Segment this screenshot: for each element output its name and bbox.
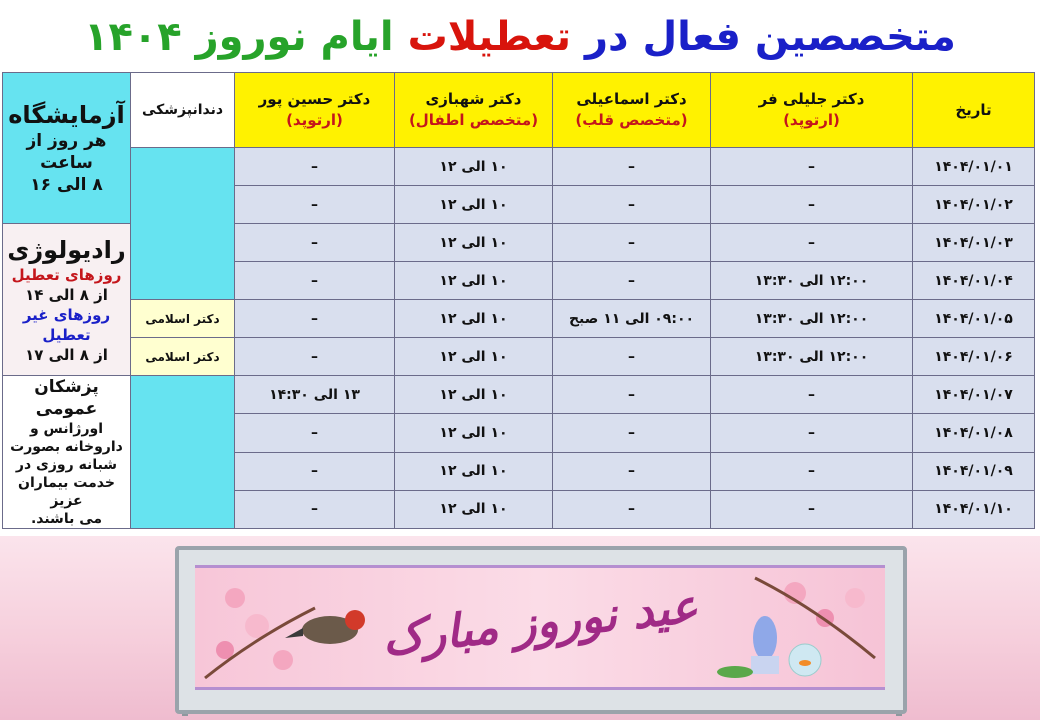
- table-row: [3, 300, 1035, 338]
- schedule-cell: ۰۹:۰۰ الی ۱۱ صبح: [553, 300, 711, 338]
- date-cell: ۱۴۰۴/۰۱/۰۵: [913, 300, 1035, 338]
- schedule-cell: –: [553, 262, 711, 300]
- date-cell: ۱۴۰۴/۰۱/۰۶: [913, 338, 1035, 376]
- schedule-cell: –: [235, 186, 395, 224]
- schedule-cell: –: [553, 376, 711, 414]
- schedule-cell: –: [235, 148, 395, 186]
- schedule-cell: –: [553, 490, 711, 528]
- schedule-cell: ۱۰ الی ۱۲: [395, 490, 553, 528]
- schedule-cell: –: [235, 300, 395, 338]
- schedule-cell: –: [553, 452, 711, 490]
- schedule-cell: ۱۲:۰۰ الی ۱۳:۳۰: [711, 300, 913, 338]
- schedule-cell: ۱۰ الی ۱۲: [395, 186, 553, 224]
- bird-icon: [285, 610, 365, 644]
- date-cell: ۱۴۰۴/۰۱/۰۱: [913, 148, 1035, 186]
- schedule-cell: ۱۲:۰۰ الی ۱۳:۳۰: [711, 338, 913, 376]
- header-doctor-hosseinpour: دکتر حسین پور (ارتوپد): [235, 73, 395, 148]
- schedule-cell: ۱۰ الی ۱۲: [395, 338, 553, 376]
- date-cell: ۱۴۰۴/۰۱/۰۷: [913, 376, 1035, 414]
- schedule-cell: –: [235, 414, 395, 452]
- schedule-cell: –: [711, 376, 913, 414]
- page-title: [0, 6, 1040, 68]
- table-header-row: [3, 73, 1035, 148]
- schedule-cell: ۱۲:۰۰ الی ۱۳:۳۰: [711, 262, 913, 300]
- schedule-cell: –: [235, 224, 395, 262]
- table-row: [3, 148, 1035, 186]
- schedule-cell: ۱۰ الی ۱۲: [395, 414, 553, 452]
- date-cell: ۱۴۰۴/۰۱/۰۳: [913, 224, 1035, 262]
- schedule-cell: –: [235, 262, 395, 300]
- schedule-cell: –: [553, 186, 711, 224]
- schedule-cell: ۱۳ الی ۱۴:۳۰: [235, 376, 395, 414]
- schedule-cell: –: [711, 490, 913, 528]
- date-cell: ۱۴۰۴/۰۱/۰۲: [913, 186, 1035, 224]
- schedule-cell: ۱۰ الی ۱۲: [395, 300, 553, 338]
- title-part-red: تعطیلات: [407, 14, 572, 60]
- schedule-cell: –: [711, 452, 913, 490]
- schedule-cell: ۱۰ الی ۱۲: [395, 148, 553, 186]
- schedule-cell: –: [553, 414, 711, 452]
- schedule-cell: –: [711, 224, 913, 262]
- schedule-cell: –: [553, 148, 711, 186]
- header-doctor-shahbazi: دکتر شهبازی (متخصص اطفال): [395, 73, 553, 148]
- nowruz-greeting: عید نوروز مبارک: [379, 578, 701, 666]
- dentistry-empty-cell: [131, 148, 235, 300]
- schedule-cell: –: [553, 338, 711, 376]
- header-date: تاریخ: [913, 73, 1035, 148]
- title-part-green: ایام نوروز ۱۴۰۴: [84, 14, 394, 60]
- date-cell: ۱۴۰۴/۰۱/۰۸: [913, 414, 1035, 452]
- schedule-cell: –: [711, 186, 913, 224]
- date-cell: ۱۴۰۴/۰۱/۰۴: [913, 262, 1035, 300]
- schedule-cell: –: [711, 148, 913, 186]
- dentistry-cell: دکتر اسلامی: [131, 300, 235, 338]
- header-doctor-jalilifar: دکتر جلیلی فر (ارتوپد): [711, 73, 913, 148]
- date-cell: ۱۴۰۴/۰۱/۰۹: [913, 452, 1035, 490]
- general-practitioners-info: پزشکان عمومی اورژانس و داروخانه بصورت شبانه روزی در خدمت بیماران عزیز می باشند.: [3, 376, 131, 529]
- dentistry-empty-cell: [131, 376, 235, 529]
- schedule-cell: ۱۰ الی ۱۲: [395, 262, 553, 300]
- hyacinth-icon: [751, 616, 779, 674]
- table-row: [3, 376, 1035, 414]
- schedule-cell: ۱۰ الی ۱۲: [395, 224, 553, 262]
- lab-info: آزمایشگاه هر روز از ساعت ۸ الی ۱۶: [3, 73, 131, 224]
- dentistry-cell: دکتر اسلامی: [131, 338, 235, 376]
- header-dentistry: دندانپزشکی: [131, 73, 235, 148]
- schedule-cell: –: [235, 452, 395, 490]
- schedule-cell: ۱۰ الی ۱۲: [395, 376, 553, 414]
- goldfish-bowl-icon: [789, 644, 821, 676]
- sabzeh-icon: [717, 666, 753, 678]
- schedule-cell: –: [235, 490, 395, 528]
- schedule-cell: ۱۰ الی ۱۲: [395, 452, 553, 490]
- title-part-blue: متخصصین فعال در: [584, 14, 956, 60]
- date-cell: ۱۴۰۴/۰۱/۱۰: [913, 490, 1035, 528]
- header-doctor-esmaeili: دکتر اسماعیلی (متخصص قلب): [553, 73, 711, 148]
- schedule-cell: –: [711, 414, 913, 452]
- schedule-cell: –: [553, 224, 711, 262]
- radiology-info: رادیولوژی روزهای تعطیل از ۸ الی ۱۴ روزهای غیر تعطیل از ۸ الی ۱۷: [3, 224, 131, 376]
- schedule-table: [2, 72, 1035, 529]
- schedule-cell: –: [235, 338, 395, 376]
- table-row: [3, 338, 1035, 376]
